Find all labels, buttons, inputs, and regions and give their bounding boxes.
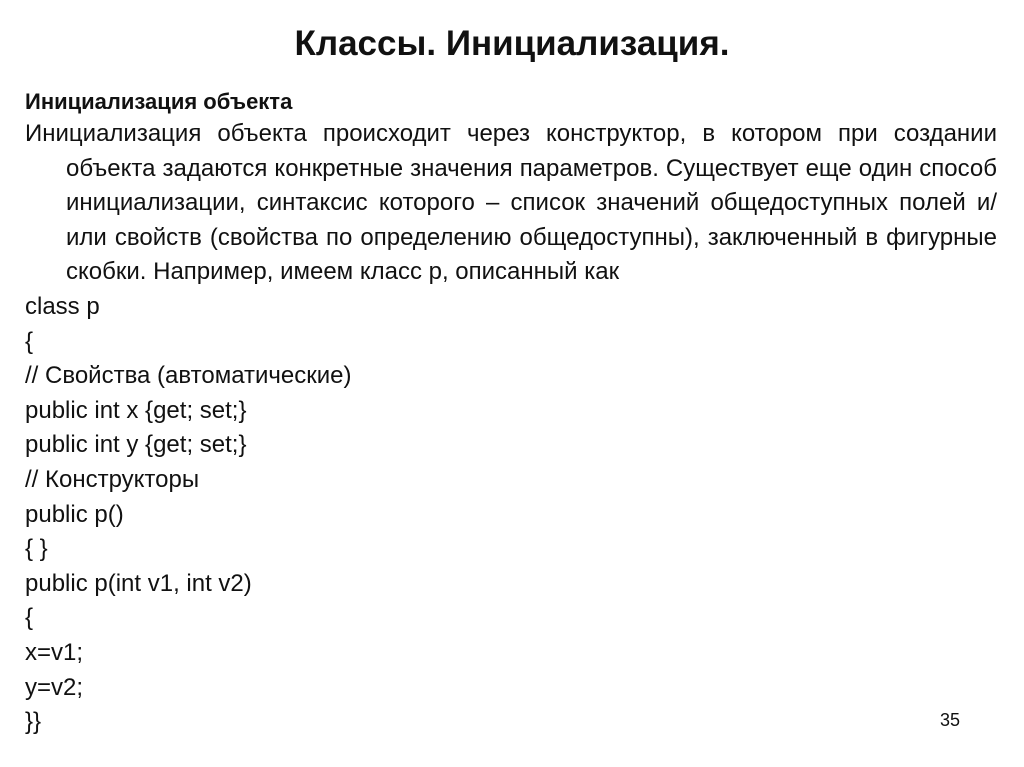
code-line: x=v1; — [25, 638, 84, 666]
code-line: class p — [25, 292, 100, 320]
code-line: // Конструкторы — [25, 465, 200, 493]
code-line: public int y {get; set;} — [25, 431, 247, 459]
code-line: { — [25, 604, 34, 632]
slide-title: Классы. Инициализация. — [294, 24, 730, 63]
slide-content — [25, 87, 997, 740]
code-line: { — [25, 327, 34, 355]
code-line: public p(int v1, int v2) — [25, 569, 252, 597]
body-paragraph: Инициализация объекта происходит через конструктор, в котором при создании объекта задаются конкретные значения параметров. Существует еще один способ инициализации, синтаксис которого – список значений общедоступных полей и/или свойств (свойства по определению общедоступны), заключенный в фигурные скобки. Например, имеем класс p, описанный как — [25, 120, 997, 286]
code-line: public p() — [25, 500, 124, 528]
code-block — [25, 290, 997, 740]
code-line: public int x {get; set;} — [25, 396, 247, 424]
code-line: y=v2; — [25, 673, 84, 701]
code-line: // Свойства (автоматические) — [25, 362, 352, 390]
section-subheading: Инициализация объекта — [25, 89, 293, 114]
code-line: { } — [25, 535, 48, 563]
page-number: 35 — [940, 710, 961, 730]
code-line: }} — [25, 708, 42, 736]
